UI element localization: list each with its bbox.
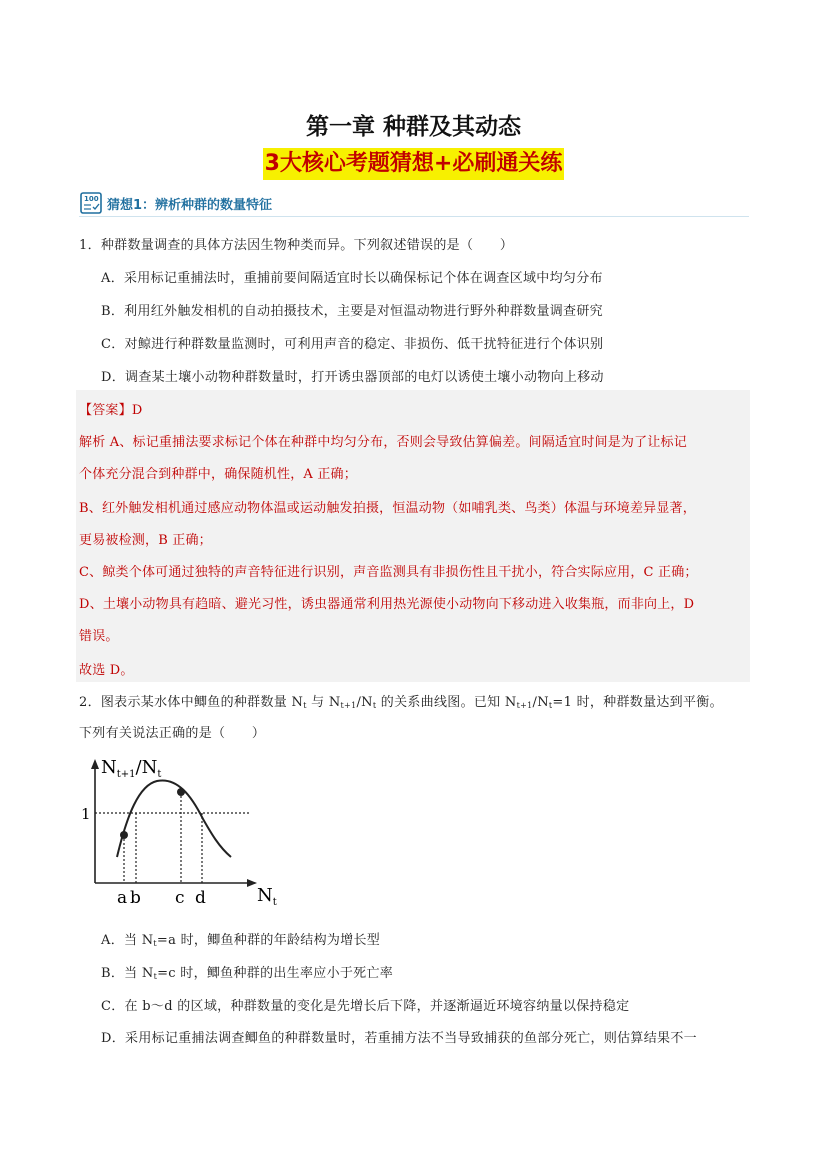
q1-answer (79, 399, 142, 418)
analysis-line-3: B、红外触发相机通过感应动物体温或运动触发拍摄，恒温动物（如哺乳类、鸟类）体温与环境差异显著， (79, 501, 696, 516)
q2-stem-part: /N (356, 695, 373, 710)
q2-stem-part: /N (532, 695, 549, 710)
score-sheet-icon (79, 191, 103, 215)
subscript: t (303, 701, 307, 710)
subscript: t (153, 972, 158, 981)
subscript: t+1 (340, 701, 357, 710)
analysis-line-1: 解析 A、标记重捕法要求标记个体在种群中均匀分布，否则会导致估算偏差。间隔适宜时间是为了让标记 (79, 435, 687, 450)
q2-option-a (101, 929, 380, 948)
answer-value: D (131, 403, 143, 418)
analysis-line-7: 错误。 (79, 629, 119, 644)
topic-divider (79, 216, 749, 217)
y-reference-label: 1 (81, 805, 91, 823)
subscript: t (548, 701, 553, 710)
point-c (177, 788, 185, 796)
x-tick-a: a (117, 888, 128, 908)
q1-option-c: C．对鲸进行种群数量监测时，可利用声音的稳定、非损伤、低干扰特征进行个体识别 (101, 337, 604, 352)
q2-stem-part: 2．图表示某水体中鲫鱼的种群数量 N (79, 695, 304, 710)
subtitle-banner: 3大核心考题猜想+必刷通关练 (263, 148, 565, 180)
option-text: A．当 N (101, 933, 154, 948)
analysis-line-2: 个体充分混合到种群中，确保随机性，A 正确； (79, 467, 357, 482)
subscript: t (372, 701, 377, 710)
subscript: t (153, 939, 157, 948)
q1-option-a: A．采用标记重捕法时，重捕前要间隔适宜时长以确保标记个体在调查区域中均匀分布 (101, 271, 603, 286)
q2-option-d: D．采用标记重捕法调查鲫鱼的种群数量时，若重捕方法不当导致捕获的鱼部分死亡，则估算结果不一 (101, 1031, 697, 1046)
q1-option-d: D．调查某土壤小动物种群数量时，打开诱虫器顶部的电灯以诱使土壤小动物向上移动 (101, 370, 604, 385)
point-a (120, 831, 128, 839)
q2-option-b (101, 962, 393, 981)
q2-stem-part: 与 N (306, 695, 341, 710)
topic-header (79, 188, 272, 218)
option-text: =a 时，鲫鱼种群的年龄结构为增长型 (156, 933, 381, 948)
q2-stem-line2: 下列有关说法正确的是（ ） (79, 726, 266, 741)
series-curve (117, 780, 231, 857)
x-tick-b: b (130, 888, 141, 908)
q2-stem-part: =1 时，种群数量达到平衡。 (552, 695, 723, 710)
population-curve-chart (79, 755, 279, 915)
topic-label: 猜想1：辨析种群的数量特征 (107, 197, 273, 213)
x-axis-arrow (247, 879, 257, 887)
subscript: t+1 (516, 701, 533, 710)
q2-stem-part: 的关系曲线图。已知 N (376, 695, 517, 710)
answer-tag: 【答案】 (79, 403, 132, 418)
q2-option-c: C．在 b～d 的区域，种群数量的变化是先增长后下降，并逐渐逼近环境容纳量以保持稳定 (101, 999, 630, 1014)
svg-text:100: 100 (84, 195, 99, 203)
chapter-title: 第一章 种群及其动态 (305, 114, 521, 140)
option-text: =c 时，鲫鱼种群的出生率应小于死亡率 (157, 966, 394, 981)
q1-stem: 1．种群数量调查的具体方法因生物种类而异。下列叙述错误的是（ ） (79, 238, 514, 253)
x-tick-d: d (195, 888, 206, 908)
q2-stem-line1 (79, 691, 723, 710)
x-axis-label: $N_t$ (257, 885, 277, 908)
y-axis-arrow (91, 759, 99, 769)
analysis-line-4: 更易被检测，B 正确； (79, 533, 212, 548)
option-text: B．当 N (101, 966, 154, 981)
analysis-line-5: C、鲸类个体可通过独特的声音特征进行识别，声音监测具有非损伤性且干扰小，符合实际应用，C 正确； (79, 565, 698, 580)
q1-option-b: B．利用红外触发相机的自动拍摄技术，主要是对恒温动物进行野外种群数量调查研究 (101, 304, 603, 319)
x-tick-c: c (175, 888, 185, 908)
y-axis-label: $N_{t+1}/N_t$ (101, 757, 162, 780)
analysis-line-8: 故选 D。 (79, 663, 134, 678)
analysis-line-6: D、土壤小动物具有趋暗、避光习性，诱虫器通常利用热光源使小动物向下移动进入收集瓶，而非向上，D (79, 597, 695, 612)
